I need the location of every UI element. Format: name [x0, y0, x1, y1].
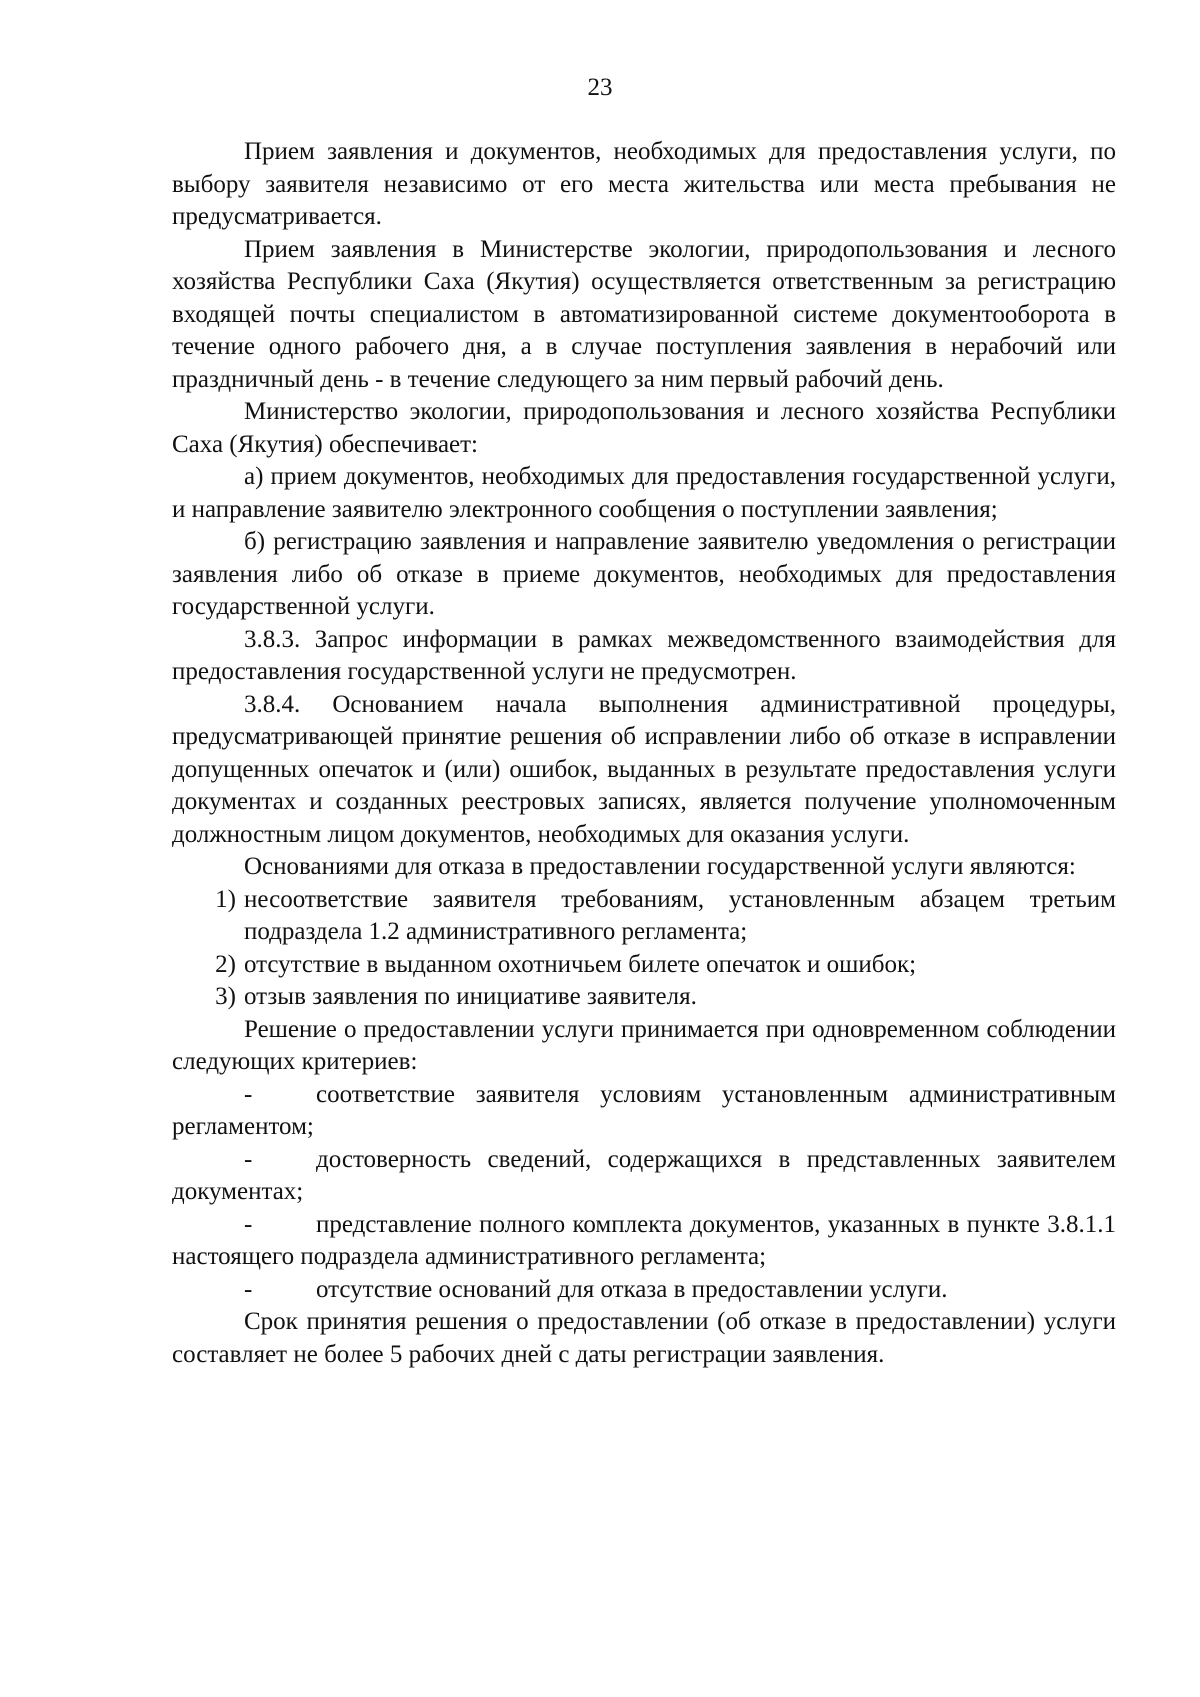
paragraph-item-a: а) прием документов, необходимых для предоставления государственной услуги, и направление заявителю электронного сообщения о поступлении заявления;: [172, 463, 1116, 523]
list-item-number: 3): [215, 983, 236, 1010]
list-item: [172, 949, 1116, 982]
page-number: 23: [587, 74, 613, 101]
list-item-text: достоверность сведений, содержащихся в представленных заявителем документах;: [172, 1145, 1116, 1205]
list-item-text: отзыв заявления по инициативе заявителя.: [244, 983, 697, 1010]
paragraph-decision-deadline: Срок принятия решения о предоставлении (об отказе в предоставлении) услуги составляет не более 5 рабочих дней с даты регистрации заявления.: [172, 1308, 1116, 1368]
list-item-text: отсутствие оснований для отказа в предоставлении услуги.: [316, 1275, 948, 1303]
paragraph-3-8-4: 3.8.4. Основанием начала выполнения административной процедуры, предусматривающей принятие решения об исправлении либо об отказе в исправлении допущенных опечаток и (или) ошибок, выданных в результате предоставления услуги документах и созданных реестровых записях, является получение уполномоченным должностным лицом документов, необходимых для оказания услуги.: [172, 690, 1116, 848]
list-item: [172, 884, 1116, 949]
list-item: [172, 981, 1116, 1014]
list-item-dash: -: [244, 1275, 253, 1303]
paragraph-refusal-grounds-intro: Основаниями для отказа в предоставлении государственной услуги являются:: [244, 853, 1076, 880]
list-item-number: 1): [215, 885, 236, 913]
list-item-dash: -: [244, 1080, 253, 1108]
document-body: [172, 136, 1116, 1371]
list-item-text: соответствие заявителя условиям установленным административным регламентом;: [172, 1080, 1116, 1140]
paragraph-application-acceptance: Прием заявления и документов, необходимых для предоставления услуги, по выбору заявителя независимо от его места жительства или места пребывания не предусматривается.: [172, 138, 1116, 230]
paragraph-ministry-acceptance: Прием заявления в Министерстве экологии, природопользования и лесного хозяйства Республики Саха (Якутия) осуществляется ответственным за регистрацию входящей почты специалистом в автоматизированной системе документооборота в течение одного рабочего дня, а в случае поступления заявления в нерабочий или праздничный день - в течение следующего за ним первый рабочий день.: [172, 235, 1116, 393]
list-item-text: представление полного комплекта документов, указанных в пункте 3.8.1.1 настоящего подраздела административного регламента;: [172, 1210, 1116, 1270]
list-item-text: несоответствие заявителя требованиям, установленным абзацем третьим подраздела 1.2 административного регламента;: [244, 885, 1116, 945]
list-item-number: 2): [215, 950, 236, 978]
paragraph-3-8-3: 3.8.3. Запрос информации в рамках межведомственного взаимодействия для предоставления государственной услуги не предусмотрен.: [172, 625, 1116, 685]
criteria-list: [172, 1079, 1116, 1307]
list-item-text: отсутствие в выданном охотничьем билете опечаток и ошибок;: [244, 950, 917, 978]
list-item: [172, 1274, 1116, 1307]
refusal-grounds-list: [172, 884, 1116, 1014]
paragraph-ministry-provides: Министерство экологии, природопользования и лесного хозяйства Республики Саха (Якутия) обеспечивает:: [172, 398, 1116, 458]
list-item: [172, 1144, 1116, 1209]
list-item-dash: -: [244, 1145, 253, 1173]
paragraph-decision-criteria-intro: Решение о предоставлении услуги принимается при одновременном соблюдении следующих критериев:: [172, 1015, 1116, 1075]
list-item: [172, 1079, 1116, 1144]
list-item: [172, 1209, 1116, 1274]
list-item-dash: -: [244, 1210, 253, 1238]
paragraph-item-b: б) регистрацию заявления и направление заявителю уведомления о регистрации заявления либо об отказе в приеме документов, необходимых для предоставления государственной услуги.: [172, 528, 1116, 620]
